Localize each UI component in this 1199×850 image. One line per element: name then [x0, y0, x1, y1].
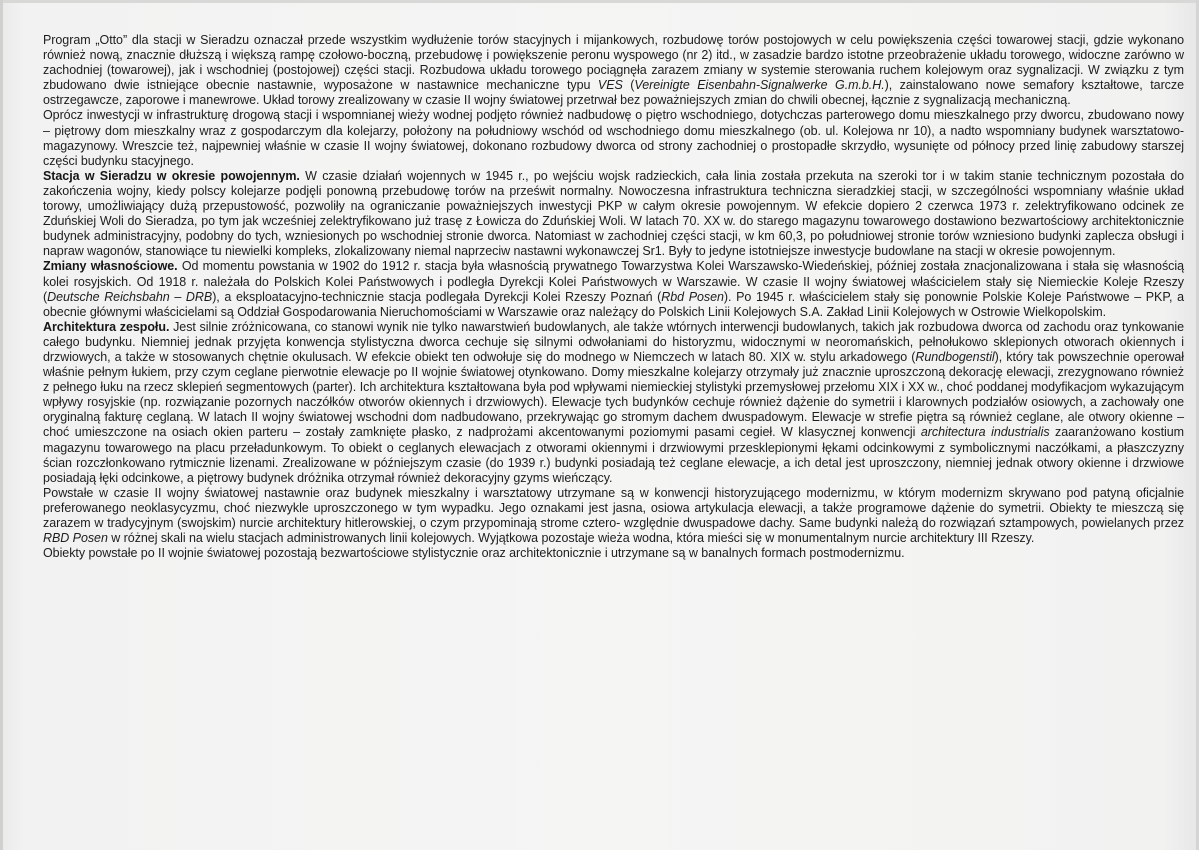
paragraph-architecture	[43, 320, 1184, 486]
italic-term: Rundbogenstil	[915, 349, 995, 364]
paragraph-text: ). Po 1945 r. właścicielem stały się ponownie Polskie Koleje Państwowe – PKP, a obecnie głównymi właścicielami są Oddział Gospodarowania Nieruchomościami w Warszawie oraz należący do Polskich Linii Kolejowych S.A. Zakład Linii Kolejowych w Ostrowie Wielkopolskim.	[43, 289, 1184, 319]
paragraph-text: Oprócz inwestycji w infrastrukturę drogową stacji i wspomnianej wieży wodnej podjęto również nadbudowę o piętro wschodniego, dotychczas parterowego domu mieszkalnego przy dworcu, zbudowano nowy – piętrowy dom mieszkalny wraz z gospodarczym dla kolejarzy, położony na południowy wschód od wschodniego domu mieszkalnego (ob. ul. Kolejowa nr 10), a nadto wspomniany budynek warsztatowo-magazynowy. Wreszcie też, najpewniej właśnie w czasie II wojny światowej, dokonano rozbudowy dworca od strony zachodniej o prostopadłe skrzydło, wysunięte od północy przed linię zabudowy starszej części budynku stacyjnego.	[43, 108, 1184, 168]
paragraph-postwar-buildings	[43, 546, 1184, 561]
paragraph-text: zaaranżowano kostium magazynu towarowego na placu przeładunkowym. To obiekt o ceglanych elewacjach z otworami okiennymi i drzwiowymi przesklepionymi łękami odcinkowymi z symbolicznymi naczółkami, a płaszczyzny ścian rozczłonkowano rytmicznie lizenami. Zrealizowane w późniejszym czasie (do 1939 r.) budynki posiadają też ceglane elewacje, a ich detal jest uproszczony, niemniej jednak otwory okienne i drzwiowe posiadają łęki odcinkowe, a piętrowy budynek dróżnika otrzymał również dekoracyjny gzyms wieńczący.	[43, 425, 1184, 485]
paragraph-text: Program „Otto” dla stacji w Sieradzu oznaczał przede wszystkim wydłużenie torów stacyjnych i mijankowych, rozbudowę torów postojowych w celu powiększenia części towarowej stacji, gdzie wykonano również nową, znacznie dłuższą i większą rampę czołowo-boczną, przebudowę i powiększenie peronu wyspowego (nr 2) itd., w zasadzie bardzo istotne przeobrażenie układu torowego, widoczne zarówno w zachodniej (towarowej), jak i wschodniej (postojowej) części stacji. Rozbudowa układu torowego pociągnęła zarazem zmiany w systemie sterowania ruchem kolejowym oraz sygnalizacji. W związku z tym zbudowano dwie istniejące obecnie nastawnie, wyposażone w nastawnice mechaniczne typu	[43, 33, 1184, 93]
paragraph-text: Obiekty powstałe po II wojnie światowej pozostają bezwartościowe stylistycznie oraz architektonicznie i utrzymane są w banalnych formach postmodernizmu.	[43, 546, 905, 561]
paragraph-text: ), który tak powszechnie operował właśnie pełnym łukiem, przy czym ceglane pierwotnie elewacje po II wojnie światowej otynkowano. Domy mieszkalne kolejarzy otrzymały już znacznie uproszczoną dekorację elewacji, zrezygnowano również z pełnego łuku na rzecz sklepień segmentowych (parter). Ich architektura kształtowana była pod wpływami niemieckiej stylistyki przemysłowej przełomu XIX i XX w., choć poddanej modyfikacjom wykazującym wpływy rosyjskie (np. rozwiązanie pozornych naczółków otworów okiennych i drzwiowych). Elewacje tych budynków cechuje również dążenie do symetrii i klarownych podziałów osiowych, a zachowały one oryginalną fakturę ceglaną. W latach II wojny światowej wschodni dom nadbudowano, przekrywając go stromym dachem dwuspadowym. Elewacje w strefie piętra są również ceglane, ale otwory okienne – choć umieszczone na osiach okien parteru – zostały zamknięte płasko, z nadprożami akcentowanymi poziomymi pasami cegieł. W klasycznej konwencji	[43, 349, 1184, 440]
page-left-edge	[0, 0, 3, 850]
paragraph-wartime-buildings	[43, 486, 1184, 546]
italic-term: Rbd Posen	[661, 289, 724, 304]
section-heading: Zmiany własnościowe.	[43, 259, 178, 274]
italic-term: architectura industrialis	[920, 425, 1050, 440]
italic-term: Vereinigte Eisenbahn-Signalwerke G.m.b.H.	[634, 78, 885, 93]
paragraph-text: (	[622, 78, 635, 93]
paragraph-text: w różnej skali na wielu stacjach administrowanych linii kolejowych. Wyjątkowa pozostaje wieża wodna, która mieści się w monumentalnym nurcie architektury III Rzeszy.	[107, 531, 1035, 546]
italic-term: Deutsche Reichsbahn – DRB	[47, 289, 213, 304]
page-top-edge	[0, 0, 1199, 3]
paragraph-text: Powstałe w czasie II wojny światowej nastawnie oraz budynek mieszkalny i warsztatowy utrzymane są w konwencji historyzującego modernizmu, w którym modernizm skrywano pod patyną oficjalnie preferowanego neoklasycyzmu, choć niezwykle uproszczonego w tym wypadku. Jego oznakami jest jasna, osiowa artykulacja elewacji, a także programowe dążenie do symetrii. Obiekty te mieszczą się zarazem w tradycyjnym (swojskim) nurcie architektury hitlerowskiej, o czym przypominają strome cztero- względnie dwuspadowe dachy. Same budynki należą do rozwiązań sztampowych, powielanych przez	[43, 485, 1184, 530]
paragraph-ownership	[43, 259, 1184, 319]
paragraph-text: ), zainstalowano nowe semafory kształtowe, tarcze ostrzegawcze, zaporowe i manewrowe. Układ torowy zrealizowany w czasie II wojny światowej przetrwał bez poważniejszych zmian do chwili obecnej, łącznie z sygnalizacją mechaniczną.	[43, 78, 1184, 108]
body-text	[43, 33, 1184, 561]
italic-term: VES	[597, 78, 623, 93]
paragraph-otto-program	[43, 33, 1184, 108]
italic-term: RBD Posen	[43, 531, 108, 546]
section-heading: Architektura zespołu.	[43, 319, 170, 334]
paragraph-postwar	[43, 169, 1184, 260]
paragraph-infrastructure	[43, 108, 1184, 168]
paragraph-text: Od momentu powstania w 1902 do 1912 r. stacja była własnością prywatnego Towarzystwa Kolei Warszawsko-Wiedeńskiej, później została znacjonalizowana i stała się własnością kolei rosyjskich. Od 1918 r. należała do Polskich Kolei Państwowych i podległa Dyrekcji Kolei Państwowych w Warszawie. W czasie II wojny światowej właścicielem stały się Niemieckie Koleje Rzeszy (	[43, 259, 1184, 304]
paragraph-text: W czasie działań wojennych w 1945 r., po wejściu wojsk radzieckich, cała linia została przekuta na szeroki tor i w takim stanie technicznym pozostała do zakończenia wojny, kiedy polscy kolejarze podjęli ponowną przebudowę torów na prześwit normalny. Nowoczesna infrastruktura techniczna sieradzkiej stacji, w szczególności wspomniany właśnie układ torowy, umożliwiający dużą przepustowość, pozwoliły na ograniczanie poważniejszych inwestycji PKP w całym okresie powojennym. W efekcie dopiero 2 czerwca 1973 r. zelektryfikowano odcinek ze Zduńskiej Woli do Sieradza, po tym jak wcześniej zelektryfikowano już trasę z Łowicza do Zduńskiej Woli. W latach 70. XX w. do starego magazynu towarowego dostawiono bezwartościowy architektonicznie budynek administracyjny, podobny do tych, wzniesionych po wschodniej stronie dworca. Natomiast w zachodniej części stacji, w km 60,3, po południowej stronie torów wzniesiono budynki zaplecza obsługi i napraw wagonów, stanowiące tu niewielki kompleks, zlokalizowany niemal naprzeciw nastawni wykonawczej Sr1. Były to jedyne istotniejsze inwestycje budowlane na stacji w okresie powojennym.	[43, 168, 1185, 259]
paragraph-text: ), a eksploatacyjno-technicznie stacja podlegała Dyrekcji Kolei Rzeszy Poznań (	[212, 289, 662, 304]
section-heading: Stacja w Sieradzu w okresie powojennym.	[43, 168, 300, 183]
paragraph-text: Jest silnie zróżnicowana, co stanowi wynik nie tylko nawarstwień budowlanych, ale także wtórnych interwencji budowlanych, takich jak rozbudowa dworca od zachodu oraz tynkowanie całego budynku. Niemniej jednak przyjęta konwencja stylistyczna dworca cechuje się silnymi odwołaniami do historyzmu, widocznymi w neoromańskich, pełnołukowo sklepionych otworach okiennych i drzwiowych, a także w stosowanych chętnie okulusach. W efekcie obiekt ten odwołuje się do modnego w Niemczech w latach 80. XIX w. stylu arkadowego (	[43, 319, 1184, 364]
